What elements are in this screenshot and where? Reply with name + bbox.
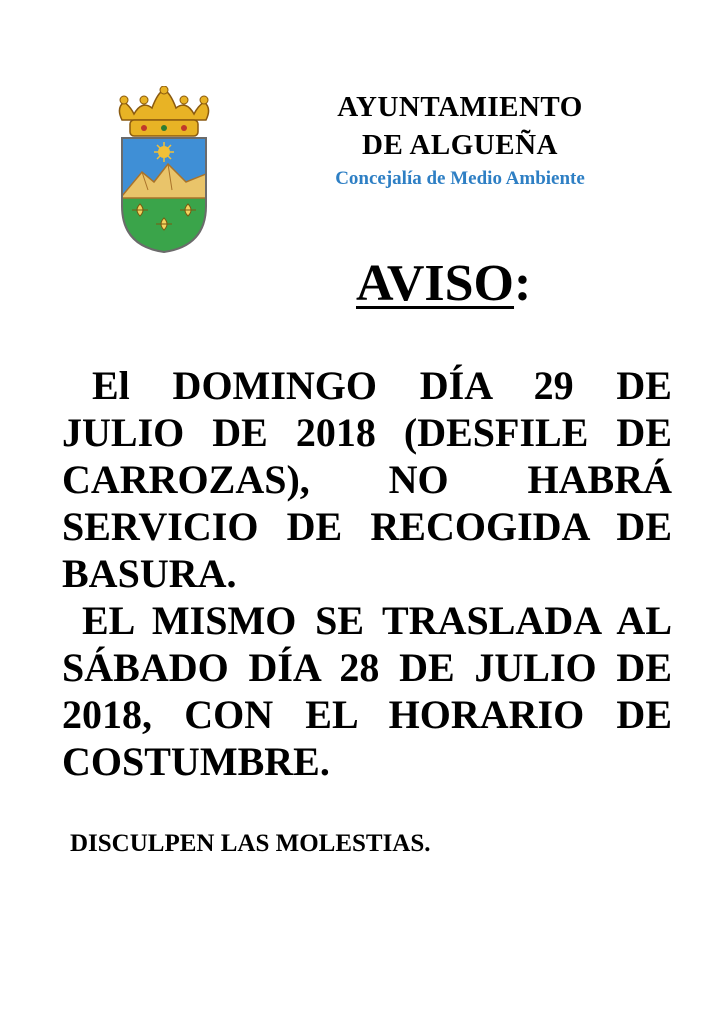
notice-paragraph-2: EL MISMO SE TRASLADA AL SÁBADO DÍA 28 DE JULIO DE 2018, CON EL HORARIO DE COSTUMBRE.	[62, 598, 672, 784]
notice-body	[62, 362, 672, 785]
municipality-name-line1: AYUNTAMIENTO	[337, 91, 583, 123]
municipality-header	[300, 88, 620, 192]
apology-line: DISCULPEN LAS MOLESTIAS.	[70, 830, 431, 857]
notice-title-word: AVISO	[356, 255, 515, 312]
municipality-name-line2: DE ALGUEÑA	[362, 129, 558, 161]
crown-icon	[119, 86, 208, 136]
coat-of-arms-icon	[108, 86, 220, 256]
notice-title	[356, 252, 531, 316]
department-name: Concejalía de Medio Ambiente	[335, 168, 585, 189]
notice-paragraph-1: El DOMINGO DÍA 29 DE JULIO DE 2018 (DESFILE DE CARROZAS), NO HABRÁ SERVICIO DE RECOGIDA DE BASURA.	[62, 363, 672, 596]
notice-title-colon: :	[514, 255, 532, 312]
